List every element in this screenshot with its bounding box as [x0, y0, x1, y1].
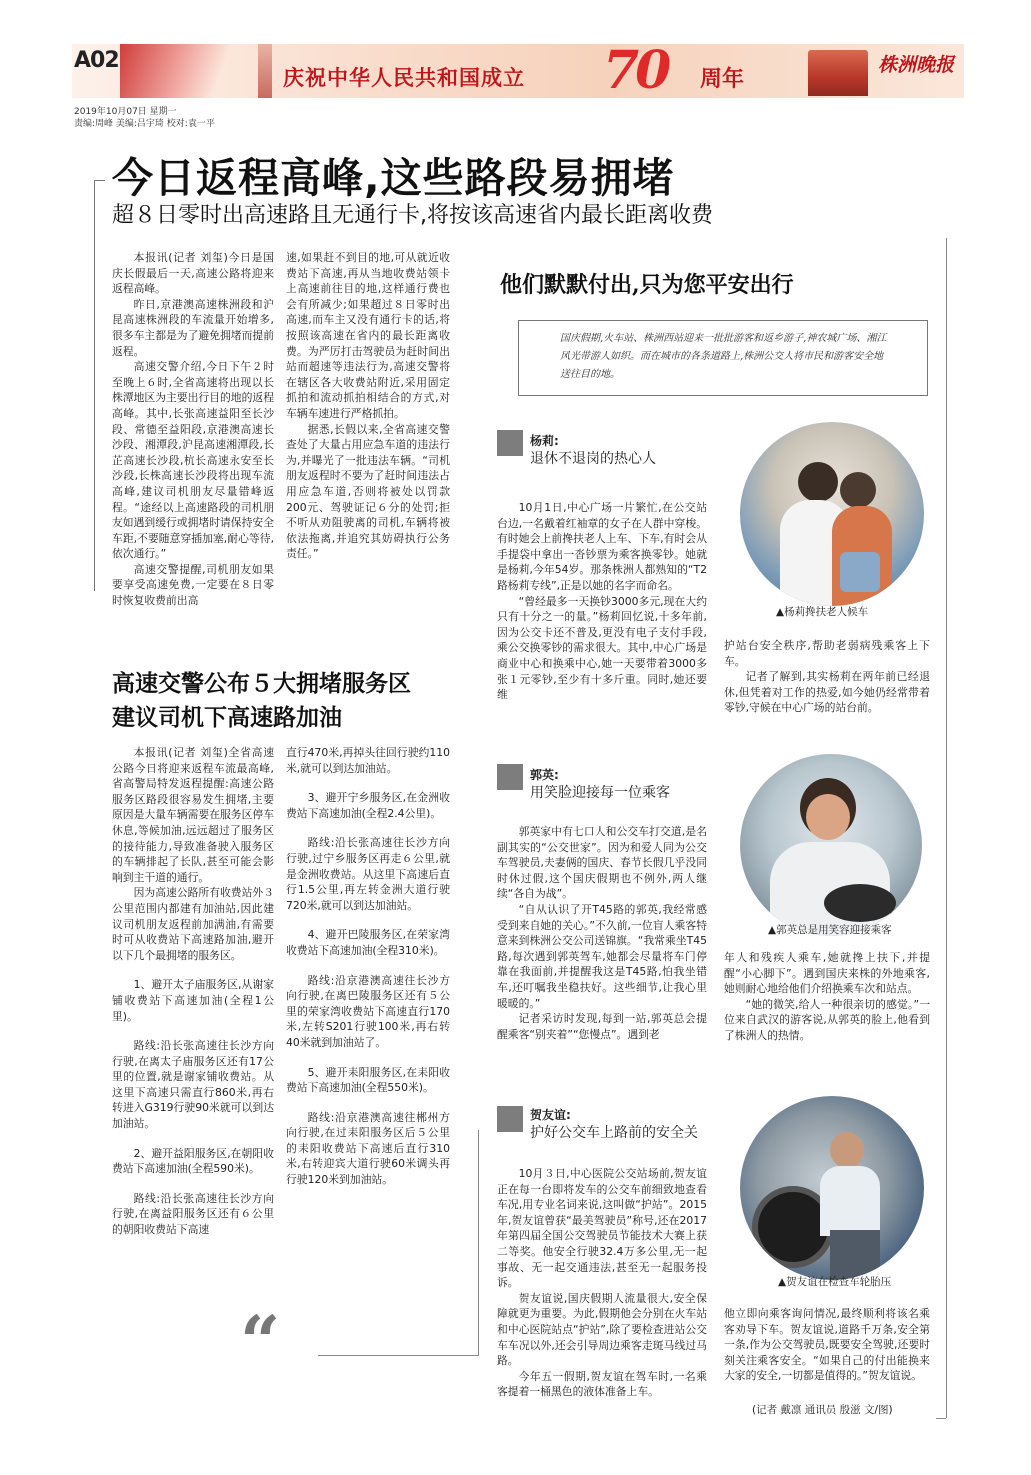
photo-heyouyi	[740, 1096, 924, 1280]
person2-column-1	[497, 824, 707, 1042]
date-line: 2019年10月07日 星期一	[74, 107, 177, 117]
paragraph: 记者采访时发现,每到一站,郭英总会提醒乘客“别夹着”“您慢点”。遇到老	[497, 1012, 707, 1041]
person-subtitle: 护好公交车上路前的安全关	[530, 1125, 698, 1141]
masthead-logo: 株洲晚报	[878, 54, 955, 76]
paragraph: 昨日,京港澳高速株洲段和沪昆高速株洲段的车流量开始增多,很多车主都是为了避免拥堵而提前返程。	[112, 297, 274, 358]
bracket-frame	[94, 180, 105, 591]
paragraph: 他立即向乘客询问情况,最终顺利将该名乘客劝导下车。贺友谊说,道路千万条,安全第一条,作为公交驾驶员,既要安全驾驶,还要时刻关注乘客安全。“如果自己的付出能换来大家的安全,一切都是值得的。”贺友谊说。	[724, 1307, 930, 1383]
paragraph: 3、避开宁乡服务区,在金洲收费站下高速加油(全程2.4公里)。	[286, 791, 450, 820]
feature-title: 他们默默付出,只为您平安出行	[500, 272, 794, 298]
paragraph: 10月1日,中心广场一片繁忙,在公交站台边,一名戴着红袖章的女子在人群中穿梭。有时她会上前搀扶老人上车、下车,有时会从手提袋中拿出一沓钞票为乘客换零钞。她就是杨莉,今年54岁。那条株洲人都熟知的“T2路杨莉专线”,正是以她的名字而命名。	[497, 501, 707, 592]
paragraph: 路线:沿长张高速往长沙方向行驶,在离太子庙服务区还有17公里的位置,就是谢家铺收费站。从这里下高速只需直行860米,再右转进入G319行驶90米就可以到达加油站。	[112, 1039, 274, 1131]
main-headline: 今日返程高峰,这些路段易拥堵	[112, 154, 675, 202]
photo-caption: ▲贺友谊在检查车轮胎压	[778, 1276, 892, 1288]
paragraph: 今年五一假期,贺友谊在驾车时,一名乘客提着一桶黑色的液体准备上车。	[497, 1369, 707, 1399]
feature-intro: 国庆假期,火车站、株洲西站迎来一批批游客和返乡游子,神农城广场、湘江风光带游人如织。而在城市的各条道路上,株洲公交人将市民和游客安全地送往目的地。	[560, 333, 887, 380]
paragraph: 高速交警提醒,司机朋友如果要享受高速免费,一定要在８日零时恢复收费前出高	[112, 562, 274, 608]
flag-decoration	[120, 44, 240, 98]
divider	[478, 1130, 479, 1356]
banner-seventy: 70	[603, 40, 668, 101]
paragraph: 路线:沿长张高速往长沙方向行驶,过宁乡服务区再走６公里,就是金洲收费站。从这里下高速后直行1.5公里,再左转金洲大道行驶720米,就可以到达加油站。	[286, 836, 450, 912]
photo-yangli	[740, 422, 924, 606]
paragraph: “自从认识了开T45路的郭英,我经常感受到来自她的关心。”不久前,一位盲人乘客特意来到株洲公交公司送锦旗。“我常乘坐T45路,每次遇到郭英驾车,她都会尽量将车门停靠在我面前,并提醒我这是T45路,怕我坐错车,还叮嘱我坐稳扶好。这些细节,让我心里暖暖的。”	[497, 902, 707, 1010]
paragraph: 路线:沿长张高速往长沙方向行驶,在离益阳服务区还有６公里的朝阳收费站下高速	[112, 1191, 274, 1237]
person1-column-2	[724, 638, 930, 716]
paragraph: 护站台安全秩序,帮助老弱病残乘客上下车。	[724, 639, 930, 668]
byline-credit: (记者 戴凛 通讯员 殷滋 文/图)	[752, 1404, 893, 1416]
editors-line: 责编:周峰 美编:吕宇琦 校对:袁一平	[74, 119, 215, 129]
paragraph: 速,如果赶不到目的地,可从就近收费站下高速,再从当地收费站领卡上高速前往目的地,这样通行费也会有所减少;如果超过８日零时出高速,而车主又没有通行卡的话,将按照该高速在省内的最长距离收费。为严厉打击驾驶员为赶时间出站而超速等违法行为,高速交警将在辖区各大收费站附近,采用固定抓拍和流动抓拍相结合的方式,对车辆车速进行严格抓拍。	[286, 251, 450, 420]
person-subtitle: 退休不退岗的热心人	[530, 451, 656, 467]
story2-title-line1: 高速交警公布５大拥堵服务区	[112, 670, 411, 697]
huabiao-pillar-icon	[258, 44, 272, 98]
paragraph: 本报讯(记者 刘玺)今日是国庆长假最后一天,高速公路将迎来返程高峰。	[112, 251, 274, 296]
paragraph: 本报讯(记者 刘玺)全省高速公路今日将迎来返程车流最高峰,省高警局特发返程提醒:高速公路服务区路段很容易发生拥堵,主要原因是大量车辆需要在服务区停车休息,等候加油,远远超过了服务区的接待能力,导致准备驶入服务区的车辆排起了长队,甚至可能会影响到主干道的通行。	[112, 746, 274, 884]
section-marker	[497, 764, 523, 790]
banner-title: 庆祝中华人民共和国成立	[283, 65, 525, 90]
quote-mark-icon: “	[240, 1300, 281, 1383]
paragraph: 2、避开益阳服务区,在朝阳收费站下高速加油(全程590米)。	[112, 1146, 274, 1176]
paragraph: 据悉,长假以来,全省高速交警查处了大量占用应急车道的违法行为,并曝光了一批违法车辆。“司机朋友返程时不要为了赶时间违法占用应急车道,否则将被处以罚款200元、驾驶证记６分的处罚;拒不听从劝阻驶离的司机,车辆将被依法拖离,并追究其妨碍执行公务责任。”	[286, 422, 450, 561]
paragraph: 路线:沿京港澳高速往郴州方向行驶,在过耒阳服务区后５公里的耒阳收费站下高速后直行310米,右转迎宾大道行驶60米调头再行驶120米到加油站。	[286, 1110, 450, 1187]
banner-anniversary: 周年	[700, 66, 745, 92]
page-number: A02	[74, 48, 119, 73]
story1-column-1	[112, 250, 274, 609]
tiananmen-icon	[808, 50, 868, 96]
paragraph: 10月３日,中心医院公交站场前,贺友谊正在每一台即将发车的公交车前细致地查看车况,用专业名词来说,这叫做“护站”。2015年,贺友谊曾获“最美驾驶员”称号,还在2017年第四届全国公交驾驶员节能技术大赛上获二等奖。他安全行驶32.4万多公里,无一起事故、无一起交通违法,甚至无一起服务投诉。	[497, 1167, 707, 1290]
person-name: 杨莉:	[530, 434, 559, 448]
story2-title	[112, 667, 452, 735]
story2-title-line2: 建议司机下高速路加油	[112, 704, 342, 731]
paragraph: 因为高速公路所有收费站外３公里范围内都建有加油站,因此建议司机朋友返程前加满油,有需要时可从收费站下高速路加油,避开以下几个最拥堵的服务区。	[112, 886, 274, 962]
person3-column-2	[724, 1306, 930, 1384]
story2-column-1	[112, 745, 274, 1238]
photo-caption: ▲郭英总是用笑容迎接乘客	[768, 924, 892, 936]
person3-column-1	[497, 1166, 707, 1400]
paragraph: 高速交警介绍,今日下午２时至晚上６时,全省高速将出现以长株潭地区为主要出行目的地的返程高峰。其中,长张高速益阳至长沙段、常德至益阳段,京港澳高速长沙段、湘潭段,沪昆高速湘潭段,长芷高速长沙段,杭长高速永安至长沙段,长株高速长沙段将出现车流高峰,建议司机朋友尽量错峰返程。“途经以上高速路段的司机朋友如遇到缓行或拥堵时请保持安全车距,不要随意穿插加塞,耐心等待,依次通行。”	[112, 360, 274, 561]
story2-column-2	[286, 745, 450, 1188]
person2-column-2	[724, 950, 930, 1044]
frame-line	[936, 1418, 946, 1419]
paragraph: 4、避开巴陵服务区,在荣家湾收费站下高速加油(全程310米)。	[286, 928, 450, 957]
person-name: 贺友谊:	[530, 1108, 571, 1122]
paragraph: “曾经最多一天换钞3000多元,现在大约只有十分之一的量。”杨莉回忆说,十多年前,因为公交卡还不普及,更没有电子支付手段,乘公交换零钞的需求很大。其中,中心广场是商业中心和换乘中心,她一天要带着3000多张１元零钞,至少有十多斤重。同时,她还要维	[497, 594, 707, 702]
person1-column-1	[497, 500, 707, 703]
paragraph: 直行470米,再掉头往回行驶约110米,就可以到达加油站。	[286, 746, 450, 775]
paragraph: 1、避开太子庙服务区,从谢家铺收费站下高速加油(全程1公里)。	[112, 978, 274, 1023]
story1-column-2	[286, 250, 450, 562]
section-marker	[497, 430, 523, 456]
photo-caption: ▲杨莉搀扶老人候车	[776, 606, 869, 618]
main-subheadline: 超８日零时出高速路且无通行卡,将按该高速省内最长距离收费	[112, 203, 713, 228]
paragraph: “她的微笑,给人一种很亲切的感觉。”一位来自武汉的游客说,从郭英的脸上,他看到了株洲人的热情。	[724, 997, 930, 1042]
paragraph: 年人和残疾人乘车,她就搀上扶下,并提醒“小心脚下”。遇到国庆来株的外地乘客,她则耐心地给他们介绍换乘车次和站点。	[724, 951, 930, 996]
photo-guoying	[740, 754, 922, 936]
person-subtitle: 用笑脸迎接每一位乘客	[530, 785, 670, 801]
paragraph: 贺友谊说,国庆假期人流量很大,安全保障就更为重要。为此,假期他会分别在火车站和中心医院站点“护站”,除了要检查进站公交车车况以外,还会引导周边乘客走斑马线过马路。	[497, 1291, 707, 1368]
paragraph: 5、避开耒阳服务区,在耒阳收费站下高速加油(全程550米)。	[286, 1065, 450, 1095]
paragraph: 路线:沿京港澳高速往长沙方向行驶,在离巴陵服务区还有５公里的荣家湾收费站下高速直行170米,左转S201行驶100米,再右转40米就到加油站了。	[286, 973, 450, 1049]
person-name: 郭英:	[530, 768, 559, 782]
frame-line	[946, 238, 947, 1418]
paragraph: 郭英家中有七口人和公交车打交道,是名副其实的“公交世家”。因为和爱人同为公交车驾驶员,夫妻俩的国庆、春节长假几乎没同时休过假,这个国庆假期也不例外,两人继续“各自为战”。	[497, 825, 707, 901]
divider	[318, 1355, 478, 1356]
paragraph: 记者了解到,其实杨莉在两年前已经退休,但凭着对工作的热爱,如今她仍经常带着零钞,守候在中心广场的站台前。	[724, 670, 930, 715]
section-marker	[497, 1106, 523, 1132]
